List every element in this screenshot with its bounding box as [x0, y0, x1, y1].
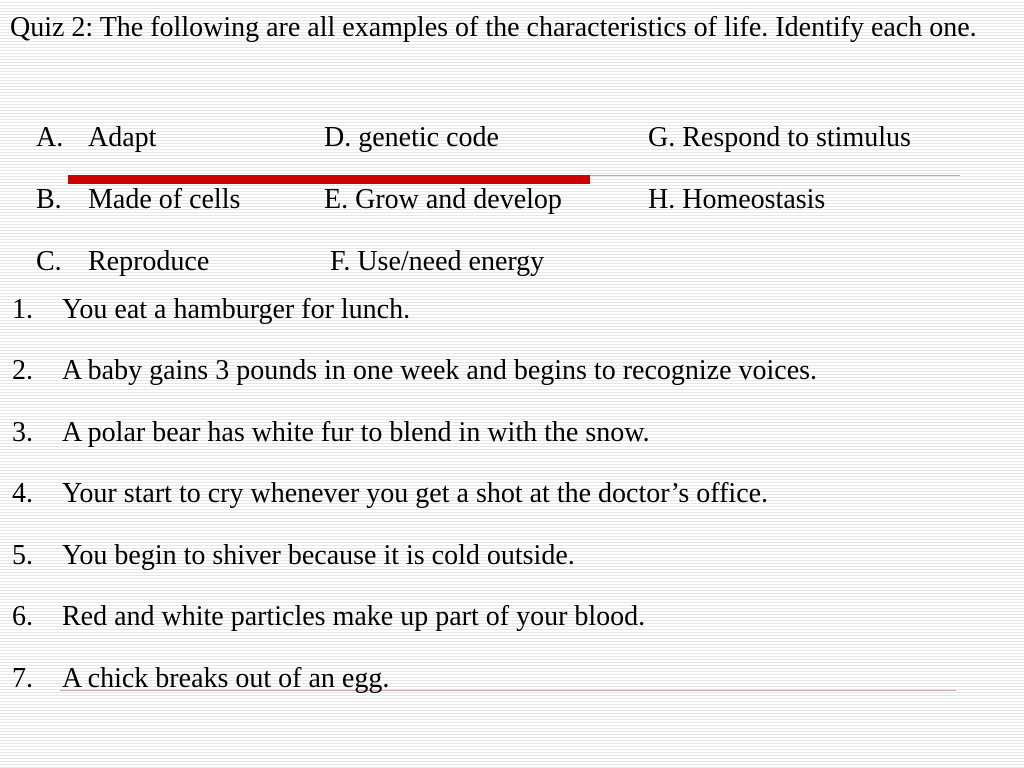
choice-text: Adapt — [88, 122, 157, 153]
question-text: Your start to cry whenever you get a shot at the doctor’s office. — [62, 478, 769, 509]
choice-letter: B. — [36, 184, 62, 215]
slide-title: Quiz 2: The following are all examples of the characteristics of life. Identify each one. — [10, 12, 977, 43]
choice-letter: A. — [36, 122, 64, 153]
question-number: 1. — [12, 294, 33, 325]
choice-d: D. genetic code — [324, 122, 499, 153]
choice-f: F. Use/need energy — [330, 246, 545, 277]
question-text: You eat a hamburger for lunch. — [62, 294, 411, 325]
divider-line-top — [590, 175, 960, 176]
question-number: 2. — [12, 355, 33, 386]
question-number: 6. — [12, 601, 33, 632]
question-text: Red and white particles make up part of your blood. — [62, 601, 646, 632]
choice-h: H. Homeostasis — [648, 184, 826, 215]
choice-text: Made of cells — [88, 184, 241, 215]
question-text: A chick breaks out of an egg. — [62, 663, 390, 694]
question-number: 4. — [12, 478, 33, 509]
question-text: A baby gains 3 pounds in one week and begins to recognize voices. — [62, 355, 818, 386]
choice-e: E. Grow and develop — [324, 184, 562, 215]
choice-g: G. Respond to stimulus — [648, 122, 911, 153]
red-accent-bar — [68, 175, 590, 184]
question-number: 3. — [12, 417, 33, 448]
question-text: You begin to shiver because it is cold outside. — [62, 540, 575, 571]
question-number: 7. — [12, 663, 33, 694]
choice-letter: C. — [36, 246, 62, 277]
question-number: 5. — [12, 540, 33, 571]
choice-text: Reproduce — [88, 246, 210, 277]
question-text: A polar bear has white fur to blend in with the snow. — [62, 417, 650, 448]
